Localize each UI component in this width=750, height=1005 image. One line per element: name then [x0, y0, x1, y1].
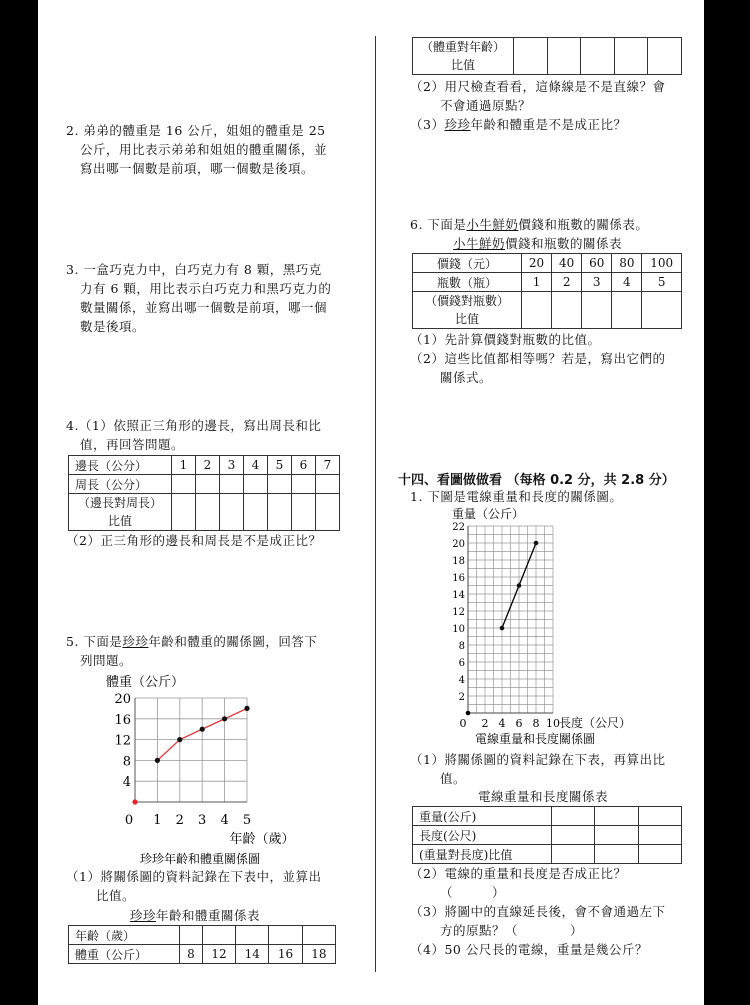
column-divider [375, 36, 376, 972]
q6-cell: 3 [582, 273, 612, 292]
section-14-heading [398, 469, 675, 488]
q6-line1-post: 價錢和瓶數的關係表。 [518, 217, 649, 232]
q5-cell: 12 [202, 945, 235, 964]
q4-answer-cell[interactable] [292, 494, 316, 531]
section-14-score: （每格 0.2 分，共 2.8 分） [506, 473, 675, 488]
q5-answer-cell[interactable] [236, 926, 269, 945]
q5-sub2-a: （2）用尺檢查看看，這條線是不是直線？會 [410, 79, 666, 94]
data-point [222, 716, 227, 721]
q6-subs [410, 330, 695, 387]
age-weight-chart [100, 670, 340, 870]
q4-answer-cell[interactable] [172, 494, 196, 531]
q6-cell: 5 [642, 273, 682, 292]
data-point [244, 706, 249, 711]
s14-row3-label: (重量對長度)比值 [413, 845, 552, 864]
y-tick-label: 14 [452, 590, 465, 601]
q5-line1-name: 珍珍 [122, 634, 149, 649]
x-axis-label: 長度（公尺） [559, 716, 632, 730]
s14-row1-label: 重量(公斤) [413, 807, 552, 826]
q5-sub1-b: 比值。 [96, 888, 136, 903]
s14-q1-sub3-a: （3）將圖中的直線延長後，會不會通過左下 [410, 904, 666, 919]
q2-line-3: 寫出哪一個數是前項，哪一個數是後項。 [80, 161, 315, 176]
q4-answer-cell[interactable] [316, 494, 340, 531]
q5-line-2: 列問題。 [80, 653, 133, 668]
y-tick-label: 16 [452, 573, 465, 584]
q5-cell: 16 [269, 945, 302, 964]
q5-cell: 14 [236, 945, 269, 964]
q4-answer-cell[interactable] [268, 494, 292, 531]
data-point [200, 727, 205, 732]
question-3 [66, 260, 366, 336]
s14-answer-cell[interactable] [595, 845, 638, 864]
q2-line-1: 2. 弟弟的體重是 16 公斤，姐姐的體重是 25 [66, 123, 326, 138]
q6-sub2-a: （2）這些比值都相等嗎？若是，寫出它們的 [410, 351, 666, 366]
q4-answer-cell[interactable] [220, 494, 244, 531]
q5-ratio-table [412, 37, 682, 75]
s14-table-title: 電線重量和長度關係表 [478, 789, 609, 804]
y-tick-label: 6 [458, 658, 465, 669]
q4-cell: 6 [292, 456, 316, 475]
q5-row1-label: 年齡（歲） [69, 926, 180, 945]
y-tick-label: 8 [458, 641, 465, 652]
q6-cell: 20 [522, 254, 552, 273]
q4-answer-cell[interactable] [292, 475, 316, 494]
y-tick-label: 10 [452, 624, 465, 635]
s14-q1-sub2-a: （2）電線的重量和長度是否成正比？ [410, 866, 627, 881]
q5-answer-cell[interactable] [202, 926, 235, 945]
q4-line-2: 值，再回答問題。 [80, 437, 185, 452]
x-tick-label: 4 [220, 813, 229, 828]
question-2 [66, 121, 366, 178]
q4-cell: 3 [220, 456, 244, 475]
q5-table-title-rest: 年齡和體重關係表 [156, 908, 261, 923]
x-tick-label: 2 [175, 813, 184, 828]
q4-row3-label [69, 494, 172, 531]
q4-answer-cell[interactable] [244, 475, 268, 494]
q4-answer-cell[interactable] [268, 475, 292, 494]
x-tick-label: 6 [515, 717, 523, 730]
q5-row2-label: 體重（公斤） [69, 945, 180, 964]
q4-answer-cell[interactable] [220, 475, 244, 494]
q6-row3-label-b: 比值 [454, 312, 479, 326]
q4-row3-label-b: 比值 [107, 514, 132, 528]
q6-row3-label [413, 292, 522, 329]
q6-line1-name: 小牛鮮奶 [466, 217, 519, 232]
q6-answer-cell[interactable] [612, 292, 642, 329]
q5-answer-cell[interactable] [180, 926, 203, 945]
q3-line-3: 數量關係，並寫出哪一個數是前項，哪一個 [80, 300, 328, 315]
x-tick-label: 0 [124, 813, 134, 828]
q5-ratio-cell[interactable] [648, 38, 682, 75]
q6-line-1 [410, 215, 695, 234]
s14-answer-cell[interactable] [638, 845, 681, 864]
x-tick-label: 3 [198, 813, 207, 828]
q4-sub2: （2）正三角形的邊長和周長是不是成正比？ [66, 533, 322, 548]
q5-ratio-label-b: 比值 [450, 58, 475, 72]
y-tick-label: 20 [452, 539, 465, 550]
q6-answer-cell[interactable] [582, 292, 612, 329]
q5-sub3-rest: 年齡和體重是不是成正比？ [470, 117, 627, 132]
q5-cell: 8 [180, 945, 203, 964]
question-6 [410, 215, 695, 253]
q6-row2-label: 瓶數（瓶） [413, 273, 522, 292]
q6-sub1: （1）先計算價錢對瓶數的比值。 [410, 332, 601, 347]
s14-q1-sub4: （4）50 公尺長的電線，重量是幾公斤？ [410, 942, 648, 957]
s14-table [412, 806, 682, 864]
data-point [155, 758, 160, 763]
x-tick-label: 8 [532, 717, 540, 730]
q5-table [68, 925, 336, 964]
y-tick-label: 4 [458, 675, 465, 686]
s14-q1-sub1-b: 值。 [440, 771, 467, 786]
y-tick-label: 12 [114, 733, 131, 749]
q4-row2-label: 周長（公分） [69, 475, 172, 494]
q4-table [68, 455, 340, 531]
s14-q1-sub1 [410, 750, 695, 788]
q6-answer-cell[interactable] [642, 292, 682, 329]
q6-cell: 100 [642, 254, 682, 273]
x-axis-label: 年齡（歲） [229, 832, 295, 847]
q5-sub2-b: 不會通過原點？ [440, 98, 532, 113]
q5-ratio-label [413, 38, 514, 75]
q5-sub3-name: 珍珍 [444, 117, 471, 132]
x-tick-label: 10 [546, 717, 560, 730]
s14-answer-cell[interactable] [638, 807, 681, 826]
q5-cell: 18 [302, 945, 335, 964]
q5-line-1 [66, 632, 366, 651]
x-tick-label: 1 [153, 813, 162, 828]
q6-cell: 80 [612, 254, 642, 273]
y-tick-label: 12 [452, 607, 465, 618]
y-tick-label: 20 [114, 692, 131, 707]
q5-line1-pre: 5. 下面是 [66, 634, 123, 649]
s14-q1-sub2-b: （ ） [440, 885, 506, 900]
q6-cell: 4 [612, 273, 642, 292]
q4-answer-cell[interactable] [196, 475, 220, 494]
s14-row2-label: 長度(公尺) [413, 826, 552, 845]
y-axis-label: 重量（公斤） [452, 507, 525, 521]
y-tick-label: 8 [122, 754, 131, 770]
y-tick-label: 4 [122, 775, 131, 791]
question-5 [66, 632, 366, 670]
q5-ratio-cell[interactable] [547, 38, 581, 75]
s14-answer-cell[interactable] [552, 807, 595, 826]
x-tick-label: 4 [498, 717, 506, 730]
q4-row1-label: 邊長（公分） [69, 456, 172, 475]
q6-cell: 1 [522, 273, 552, 292]
origin-point [132, 799, 137, 804]
section-14-title: 十四、看圖做做看 [398, 473, 503, 488]
s14-answer-cell[interactable] [552, 826, 595, 845]
q4-row3-label-a: （邊長對周長） [77, 496, 162, 510]
q6-cell: 60 [582, 254, 612, 273]
y-tick-label: 22 [452, 522, 465, 533]
q2-line-2: 公斤，用比表示弟弟和姐姐的體重關係，並 [80, 142, 328, 157]
q5-sub3-pre: （3） [410, 117, 445, 132]
q4-answer-cell[interactable] [172, 475, 196, 494]
q5-sub1-a: （1）將關係圖的資料記錄在下表中，並算出 [66, 869, 322, 884]
q6-cell: 2 [552, 273, 582, 292]
s14-answer-cell[interactable] [638, 826, 681, 845]
q4-cell: 7 [316, 456, 340, 475]
origin-point [466, 711, 471, 716]
q5-answer-cell[interactable] [269, 926, 302, 945]
data-point [517, 583, 522, 588]
q6-cell: 40 [552, 254, 582, 273]
s14-answer-cell[interactable] [595, 807, 638, 826]
q5-sub3 [410, 115, 695, 134]
y-tick-label: 2 [458, 692, 465, 703]
q5-line1-post: 年齡和體重的關係圖，回答下 [148, 634, 318, 649]
s14-answer-cell[interactable] [595, 826, 638, 845]
q5-table-title [130, 906, 260, 925]
q6-table-title-name: 小牛鮮奶 [453, 236, 506, 251]
q6-table-title [410, 234, 695, 253]
q4-answer-cell[interactable] [316, 475, 340, 494]
s14-q1-subs [410, 864, 695, 959]
s14-q1-line1: 1. 下圖是電線重量和長度的關係圖。 [410, 489, 623, 504]
q4-cell: 5 [268, 456, 292, 475]
q6-row3-label-a: （價錢對瓶數） [424, 294, 509, 308]
s14-q1-sub1-a: （1）將關係圖的資料記錄在下表，再算出比 [410, 752, 666, 767]
s14-q1-sub3-b: 方的原點？（ ） [440, 923, 584, 938]
q6-line1-pre: 6. 下面是 [410, 217, 467, 232]
wire-weight-chart [440, 505, 690, 750]
q5-sub2-sub3 [410, 77, 695, 134]
q4-cell: 2 [196, 456, 220, 475]
data-point [177, 737, 182, 742]
q3-line-1: 3. 一盒巧克力中，白巧克力有 8 顆，黑巧克 [66, 262, 322, 277]
q4-answer-cell[interactable] [196, 494, 220, 531]
q5-answer-cell[interactable] [302, 926, 335, 945]
data-point [500, 626, 505, 631]
q4-answer-cell[interactable] [244, 494, 268, 531]
q4-cell: 1 [172, 456, 196, 475]
q5-ratio-cell[interactable] [614, 38, 648, 75]
q6-table [412, 253, 682, 329]
q5-ratio-cell[interactable] [581, 38, 615, 75]
chart-title: 電線重量和長度關係圖 [474, 732, 596, 746]
q5-table-title-name: 珍珍 [130, 908, 157, 923]
q6-answer-cell[interactable] [552, 292, 582, 329]
question-4 [66, 416, 366, 454]
y-tick-label: 18 [452, 556, 465, 567]
q6-answer-cell[interactable] [522, 292, 552, 329]
q3-line-2: 力有 6 顆，用比表示白巧克力和黑巧克力的 [80, 281, 332, 296]
q5-sub1 [66, 867, 366, 905]
q4-line-1: 4.（1）依照正三角形的邊長，寫出周長和比 [66, 418, 322, 433]
x-tick-label: 5 [242, 813, 252, 828]
s14-answer-cell[interactable] [552, 845, 595, 864]
q6-table-title-rest: 價錢和瓶數的關係表 [505, 236, 623, 251]
chart-title: 珍珍年齡和體重關係圖 [139, 852, 261, 866]
q5-ratio-cell[interactable] [514, 38, 548, 75]
q4-cell: 4 [244, 456, 268, 475]
x-tick-label: 0 [459, 717, 467, 730]
q6-sub2-b: 關係式。 [440, 370, 493, 385]
x-tick-label: 2 [481, 717, 489, 730]
y-axis-label: 體重（公斤） [106, 675, 185, 690]
q3-line-4: 數是後項。 [80, 319, 146, 334]
q6-row1-label: 價錢（元） [413, 254, 522, 273]
y-tick-label: 16 [114, 712, 131, 728]
q5-ratio-label-a: （體重對年齡） [420, 40, 505, 54]
data-point [534, 541, 539, 546]
